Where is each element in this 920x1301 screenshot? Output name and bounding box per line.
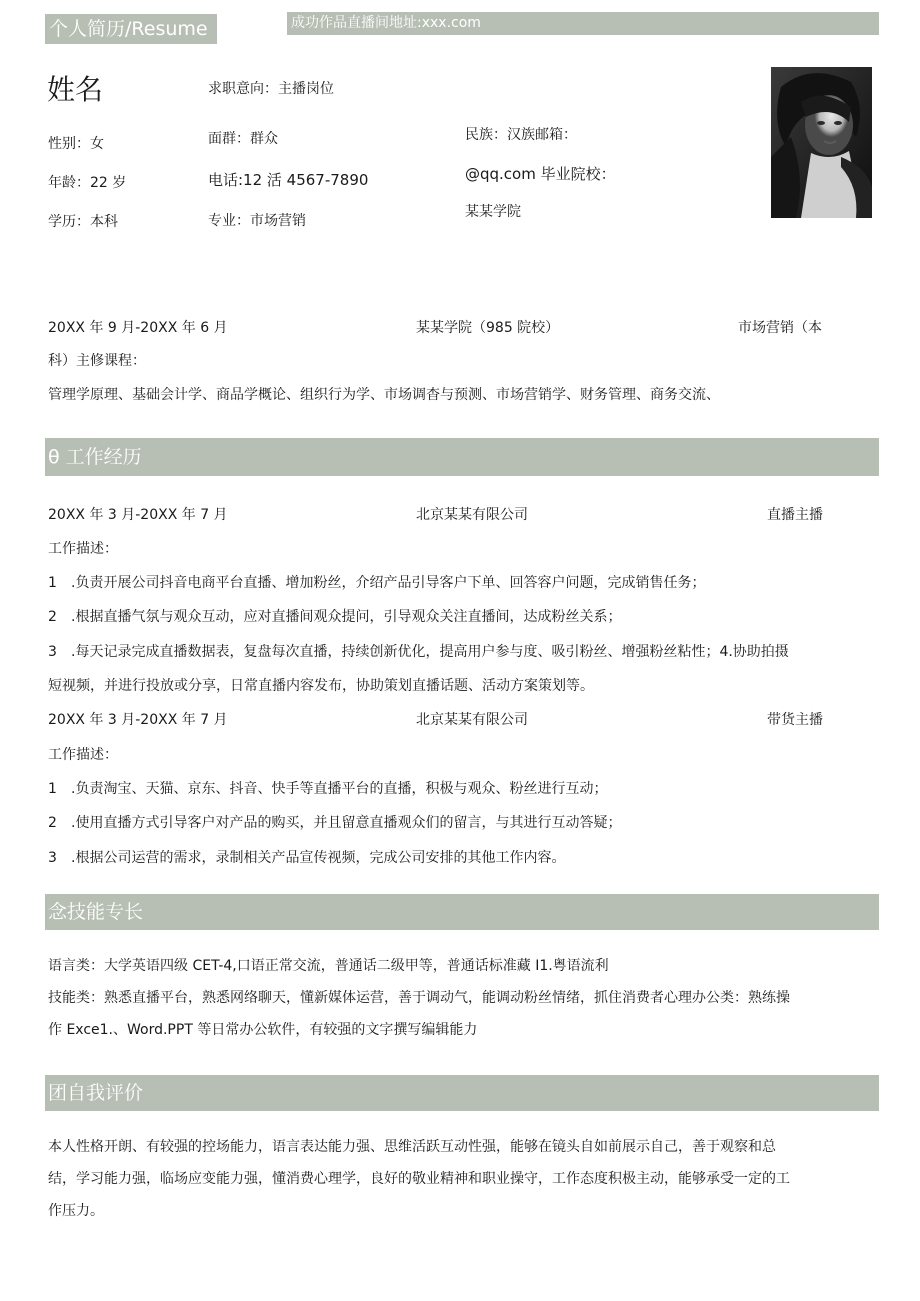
job2-item-1 xyxy=(48,779,607,799)
profile-photo xyxy=(771,67,872,218)
job2-item-3-text: .根据公司运营的需求，录制相关产品宣传视频，完成公司安排的其他工作内容。 xyxy=(71,850,566,866)
gender: 性别：女 xyxy=(48,136,104,152)
job1-role: 直播主播 xyxy=(767,507,823,523)
job1-item-2 xyxy=(48,607,621,627)
job1-item-3-text: .每天记录完成直播数据表，复盘每次直播，持续创新优化，提高用户参与度、吸引粉丝、增强粉丝粘性；4.协助拍摄 xyxy=(71,644,789,660)
self-eval-line-1: 本人性格开朗、有较强的控场能力，语言表达能力强、思维活跃互动性强，能够在镜头自如前展示自己，善于观察和总 xyxy=(48,1139,776,1155)
email-school-label: @qq.com 毕业院校： xyxy=(465,165,616,183)
skills-line-abilities: 技能类：熟悉直播平台，熟悉网络聊天，懂新媒体运营，善于调动气，能调动粉丝情绪，抓住消费者心理办公类：熟练操 xyxy=(48,990,790,1006)
job1-continuation: 短视频，并进行投放或分享，日常直播内容发布，协助策划直播话题、活动方案策划等。 xyxy=(48,678,594,694)
skills-line-office: 作 Exce1.、Word.PPT 等日常办公软件，有较强的文字撰写编辑能力 xyxy=(48,1022,478,1038)
ethnicity-email-label: 民族：汉族邮箱： xyxy=(465,127,577,143)
age: 年龄：22 岁 xyxy=(48,175,127,191)
job1-item-1 xyxy=(48,573,705,593)
candidate-name: 姓名 xyxy=(47,73,104,106)
job1-item-3-num: 3 xyxy=(48,644,57,660)
job2-desc-label: 工作描述： xyxy=(48,747,118,763)
section-skills-header: 念技能专长 xyxy=(45,894,879,930)
job1-item-2-text: .根据直播气氛与观众互动，应对直播间观众提问，引导观众关注直播间，达成粉丝关系； xyxy=(71,609,622,625)
self-eval-line-2: 结，学习能力强，临场应变能力强，懂消费心理学，良好的敬业精神和职业操守，工作态度积极主动，能够承受一定的工 xyxy=(48,1171,790,1187)
job1-company: 北京某某有限公司 xyxy=(416,507,528,523)
political-status: 面群：群众 xyxy=(208,131,278,147)
job2-period: 20XX 年 3 月-20XX 年 7 月 xyxy=(48,712,228,728)
edu-school: 某某学院（985 院校） xyxy=(416,320,560,336)
portfolio-link-text[interactable]: 成功作品直播间地址:xxx.com xyxy=(291,15,481,31)
major: 专业：市场营销 xyxy=(208,213,306,229)
job2-item-3-num: 3 xyxy=(48,850,57,866)
edu-period: 20XX 年 9 月-20XX 年 6 月 xyxy=(48,320,228,336)
section-work-header: θ 工作经历 xyxy=(45,438,879,476)
education-level: 学历：本科 xyxy=(48,214,118,230)
edu-major: 市场营销（本 xyxy=(738,320,822,336)
job1-item-1-num: 1 xyxy=(48,575,57,591)
job1-period: 20XX 年 3 月-20XX 年 7 月 xyxy=(48,507,228,523)
portrait-image xyxy=(771,67,872,218)
job1-desc-label: 工作描述： xyxy=(48,541,118,557)
phone: 电话:12 活 4567-7890 xyxy=(208,171,369,189)
portfolio-bar xyxy=(287,12,879,35)
job2-company: 北京某某有限公司 xyxy=(416,712,528,728)
school-name: 某某学院 xyxy=(465,204,521,220)
skills-line-language: 语言类：大学英语四级 CET-4,口语正常交流，普通话二级甲等，普通话标准藏 I1.粤语流利 xyxy=(48,958,609,974)
section-self-eval-header: 团自我评价 xyxy=(45,1075,879,1111)
job1-item-2-num: 2 xyxy=(48,609,57,625)
job1-item-1-text: .负责开展公司抖音电商平台直播、增加粉丝，介绍产品引导客户下单、回答容户问题，完成销售任务； xyxy=(71,575,706,591)
resume-title-tag: 个人简历/Resume xyxy=(45,14,217,44)
job2-item-1-text: .负责淘宝、天猫、京东、抖音、快手等直播平台的直播，积极与观众、粉丝进行互动； xyxy=(71,781,608,797)
edu-courses-label: 科）主修课程： xyxy=(48,353,146,369)
job1-item-3 xyxy=(48,642,789,662)
edu-courses: 管理学原理、基础会计学、商品学概论、组织行为学、市场调杳与预测、市场营销学、财务管理、商务交流、 xyxy=(48,387,720,403)
job2-role: 带货主播 xyxy=(767,712,823,728)
self-eval-line-3: 作压力。 xyxy=(48,1203,104,1219)
job2-item-1-num: 1 xyxy=(48,781,57,797)
job2-item-3 xyxy=(48,848,565,868)
job-intent: 求职意向：主播岗位 xyxy=(208,81,334,97)
job2-item-2-num: 2 xyxy=(48,815,57,831)
job2-item-2-text: .使用直播方式引导客户对产品的购买，并且留意直播观众们的留言，与其进行互动答疑； xyxy=(71,815,622,831)
job2-item-2 xyxy=(48,813,621,833)
